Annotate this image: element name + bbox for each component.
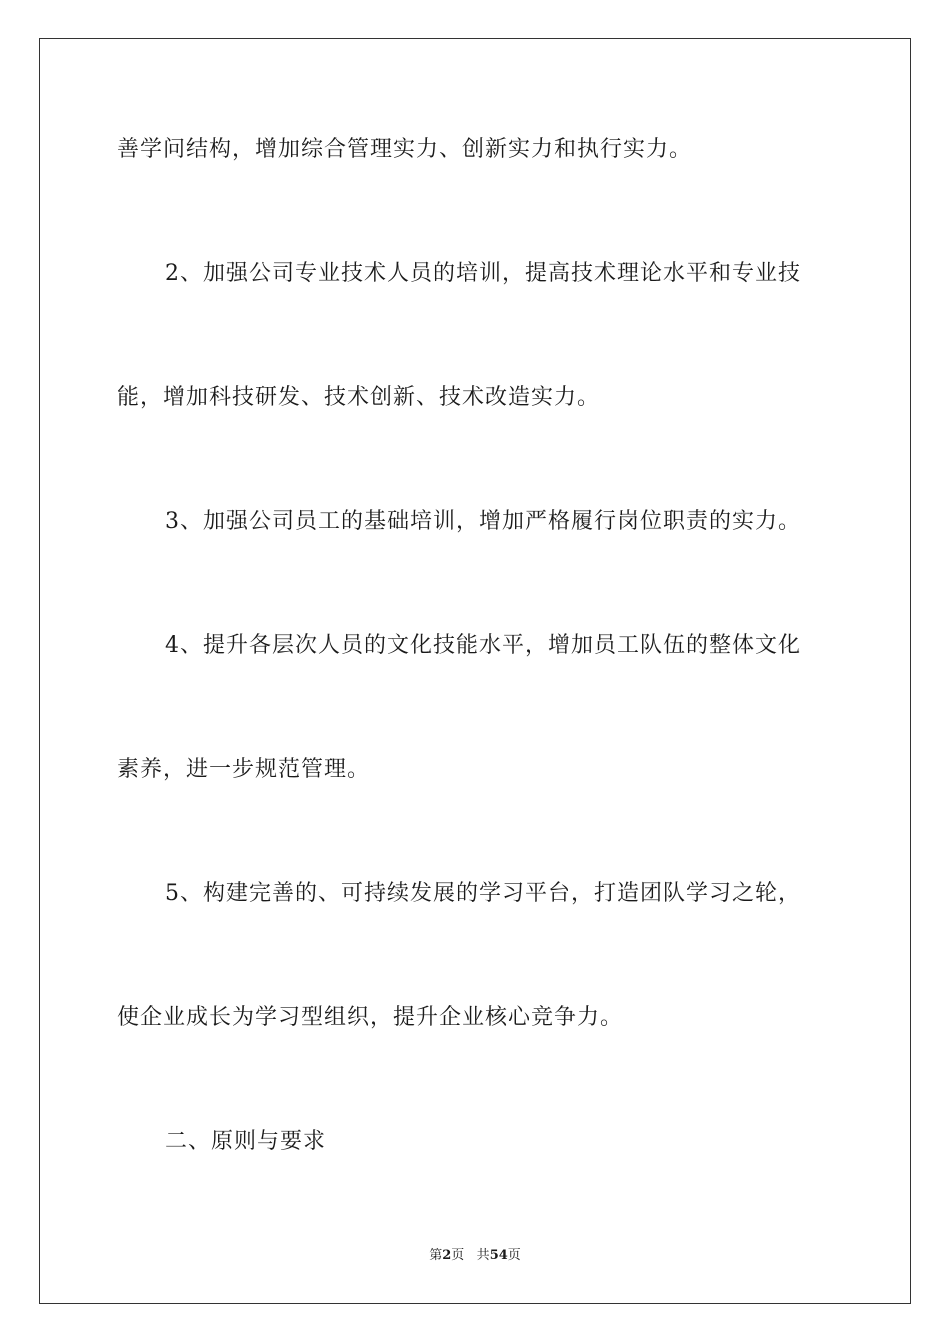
page-number: 2: [442, 1248, 452, 1263]
page-border: [39, 38, 911, 1304]
paragraph-line: 素养，进一步规范管理。: [117, 757, 371, 782]
paragraph-line: 2、加强公司专业技术人员的培训，提高技术理论水平和专业技: [165, 261, 801, 286]
page-suffix: 页: [451, 1248, 465, 1263]
page-prefix: 第: [429, 1248, 443, 1263]
page-footer: [0, 1247, 950, 1265]
paragraph-line: 3、加强公司员工的基础培训，增加严格履行岗位职责的实力。: [165, 509, 801, 534]
paragraph-line: 能，增加科技研发、技术创新、技术改造实力。: [117, 385, 601, 410]
total-pages: 54: [489, 1248, 508, 1263]
paragraph-line: 使企业成长为学习型组织，提升企业核心竞争力。: [117, 1005, 624, 1030]
paragraph-line: 善学问结构，增加综合管理实力、创新实力和执行实力。: [117, 137, 693, 162]
total-prefix: 共: [476, 1248, 490, 1263]
section-heading: 二、原则与要求: [165, 1129, 327, 1154]
total-suffix: 页: [507, 1248, 521, 1263]
paragraph-line: 5、构建完善的、可持续发展的学习平台，打造团队学习之轮，: [165, 881, 801, 906]
paragraph-line: 4、提升各层次人员的文化技能水平，增加员工队伍的整体文化: [165, 633, 801, 658]
